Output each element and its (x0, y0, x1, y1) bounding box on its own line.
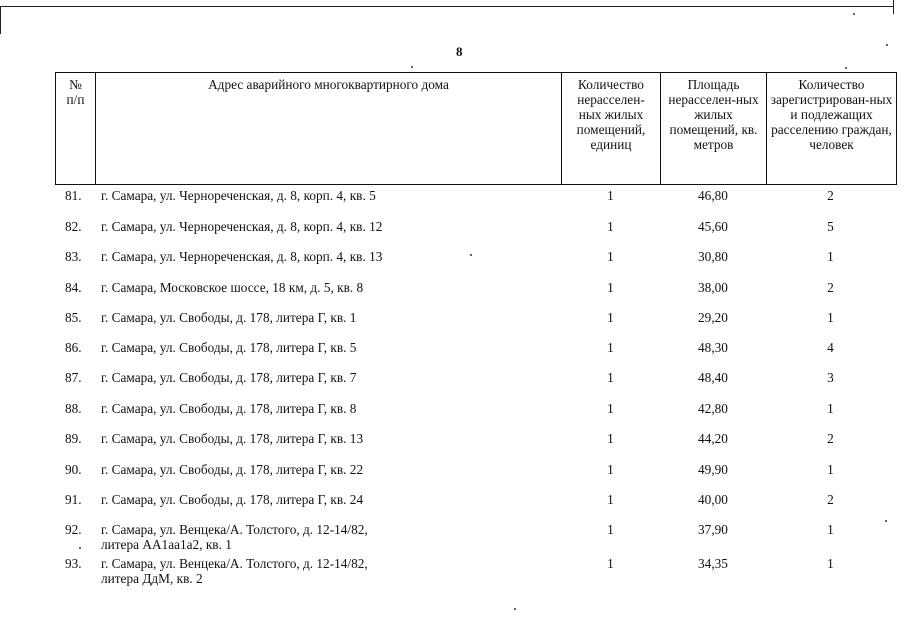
header-address-text: Адрес аварийного многоквартирного дома (208, 77, 449, 92)
table-row (55, 340, 897, 370)
row-count: 1 (607, 492, 614, 507)
row-address: г. Самара, ул. Свободы, д. 178, литера Г, кв. 13 (101, 431, 364, 446)
row-address: г. Самара, ул. Венцека/А. Толстого, д. 12-14/82, литера АА1аа1а2, кв. 1 (101, 522, 368, 552)
row-num: 83. (65, 249, 82, 264)
row-count: 1 (607, 370, 614, 385)
row-count: 1 (607, 431, 614, 446)
row-people: 5 (827, 219, 834, 234)
row-people: 1 (827, 310, 834, 325)
row-num: 92. (65, 522, 82, 537)
row-num: 91. (65, 492, 82, 507)
row-people: 1 (827, 401, 834, 416)
scan-left-border (0, 6, 1, 34)
table-row (55, 188, 897, 218)
row-people: 2 (827, 188, 834, 203)
row-area: 48,40 (698, 370, 728, 385)
scan-speck (886, 44, 888, 46)
row-address: г. Самара, ул. Свободы, д. 178, литера Г, кв. 7 (101, 370, 357, 385)
row-area: 34,35 (698, 556, 728, 571)
header-address (96, 73, 562, 184)
scan-speck (845, 67, 847, 69)
row-address: г. Самара, ул. Свободы, д. 178, литера Г, кв. 5 (101, 340, 357, 355)
row-num: 88. (65, 401, 82, 416)
header-count (562, 73, 661, 184)
row-count: 1 (607, 401, 614, 416)
row-address: г. Самара, ул. Чернореченская, д. 8, корп. 4, кв. 5 (101, 188, 376, 203)
row-address: г. Самара, ул. Свободы, д. 178, литера Г, кв. 8 (101, 401, 357, 416)
row-people: 3 (827, 370, 834, 385)
row-address: г. Самара, ул. Свободы, д. 178, литера Г, кв. 24 (101, 492, 364, 507)
table-row (55, 522, 897, 556)
row-area: 46,80 (698, 188, 728, 203)
row-area: 42,80 (698, 401, 728, 416)
row-address: г. Самара, ул. Чернореченская, д. 8, корп. 4, кв. 13 (101, 249, 383, 264)
header-people (767, 73, 896, 184)
row-address: г. Самара, ул. Свободы, д. 178, литера Г, кв. 22 (101, 462, 364, 477)
row-area: 30,80 (698, 249, 728, 264)
table-row (55, 556, 897, 590)
scan-speck (853, 13, 855, 15)
row-address: г. Самара, ул. Венцека/А. Толстого, д. 12-14/82, литера ДдМ, кв. 2 (101, 556, 368, 586)
row-count: 1 (607, 522, 614, 537)
header-num (56, 73, 96, 184)
row-count: 1 (607, 249, 614, 264)
row-area: 48,30 (698, 340, 728, 355)
row-count: 1 (607, 310, 614, 325)
row-area: 29,20 (698, 310, 728, 325)
row-num: 90. (65, 462, 82, 477)
row-area: 38,00 (698, 280, 728, 295)
row-people: 1 (827, 522, 834, 537)
row-people: 4 (827, 340, 834, 355)
row-num: 81. (65, 188, 82, 203)
row-num: 93. (65, 556, 82, 571)
row-num: 86. (65, 340, 82, 355)
row-people: 2 (827, 280, 834, 295)
row-num: 85. (65, 310, 82, 325)
row-count: 1 (607, 462, 614, 477)
header-num-text: № п/п (66, 77, 85, 107)
scan-top-border (0, 6, 893, 7)
row-area: 44,20 (698, 431, 728, 446)
row-num: 89. (65, 431, 82, 446)
table-row (55, 462, 897, 492)
header-count-text: Количество нерасселен-ных жилых помещений, единиц (576, 77, 646, 152)
row-address: г. Самара, ул. Чернореченская, д. 8, корп. 4, кв. 12 (101, 219, 383, 234)
table-row (55, 431, 897, 461)
row-people: 2 (827, 492, 834, 507)
row-people: 1 (827, 556, 834, 571)
table-row (55, 310, 897, 340)
row-area: 37,90 (698, 522, 728, 537)
table-row (55, 492, 897, 522)
row-num: 87. (65, 370, 82, 385)
header-people-text: Количество зарегистрирован-ных и подлежащих расселению граждан, человек (770, 77, 893, 152)
table-header (55, 72, 897, 185)
header-area (661, 73, 767, 184)
table-row (55, 280, 897, 310)
row-count: 1 (607, 219, 614, 234)
header-area-text: Площадь нерасселен-ных жилых помещений, кв. метров (668, 77, 759, 152)
scan-right-edge (893, 0, 894, 14)
table-row (55, 219, 897, 249)
row-area: 40,00 (698, 492, 728, 507)
row-count: 1 (607, 340, 614, 355)
row-address: г. Самара, Московское шоссе, 18 км, д. 5, кв. 8 (101, 280, 364, 295)
row-num: 84. (65, 280, 82, 295)
table-row (55, 370, 897, 400)
table-row (55, 249, 897, 279)
row-people: 1 (827, 462, 834, 477)
row-people: 1 (827, 249, 834, 264)
page-number: 8 (456, 44, 463, 59)
row-num: 82. (65, 219, 82, 234)
row-area: 49,90 (698, 462, 728, 477)
row-area: 45,60 (698, 219, 728, 234)
scan-speck (514, 608, 516, 610)
row-count: 1 (607, 188, 614, 203)
table-row (55, 401, 897, 431)
row-address: г. Самара, ул. Свободы, д. 178, литера Г, кв. 1 (101, 310, 357, 325)
row-count: 1 (607, 280, 614, 295)
row-count: 1 (607, 556, 614, 571)
row-people: 2 (827, 431, 834, 446)
scan-speck (411, 66, 413, 68)
